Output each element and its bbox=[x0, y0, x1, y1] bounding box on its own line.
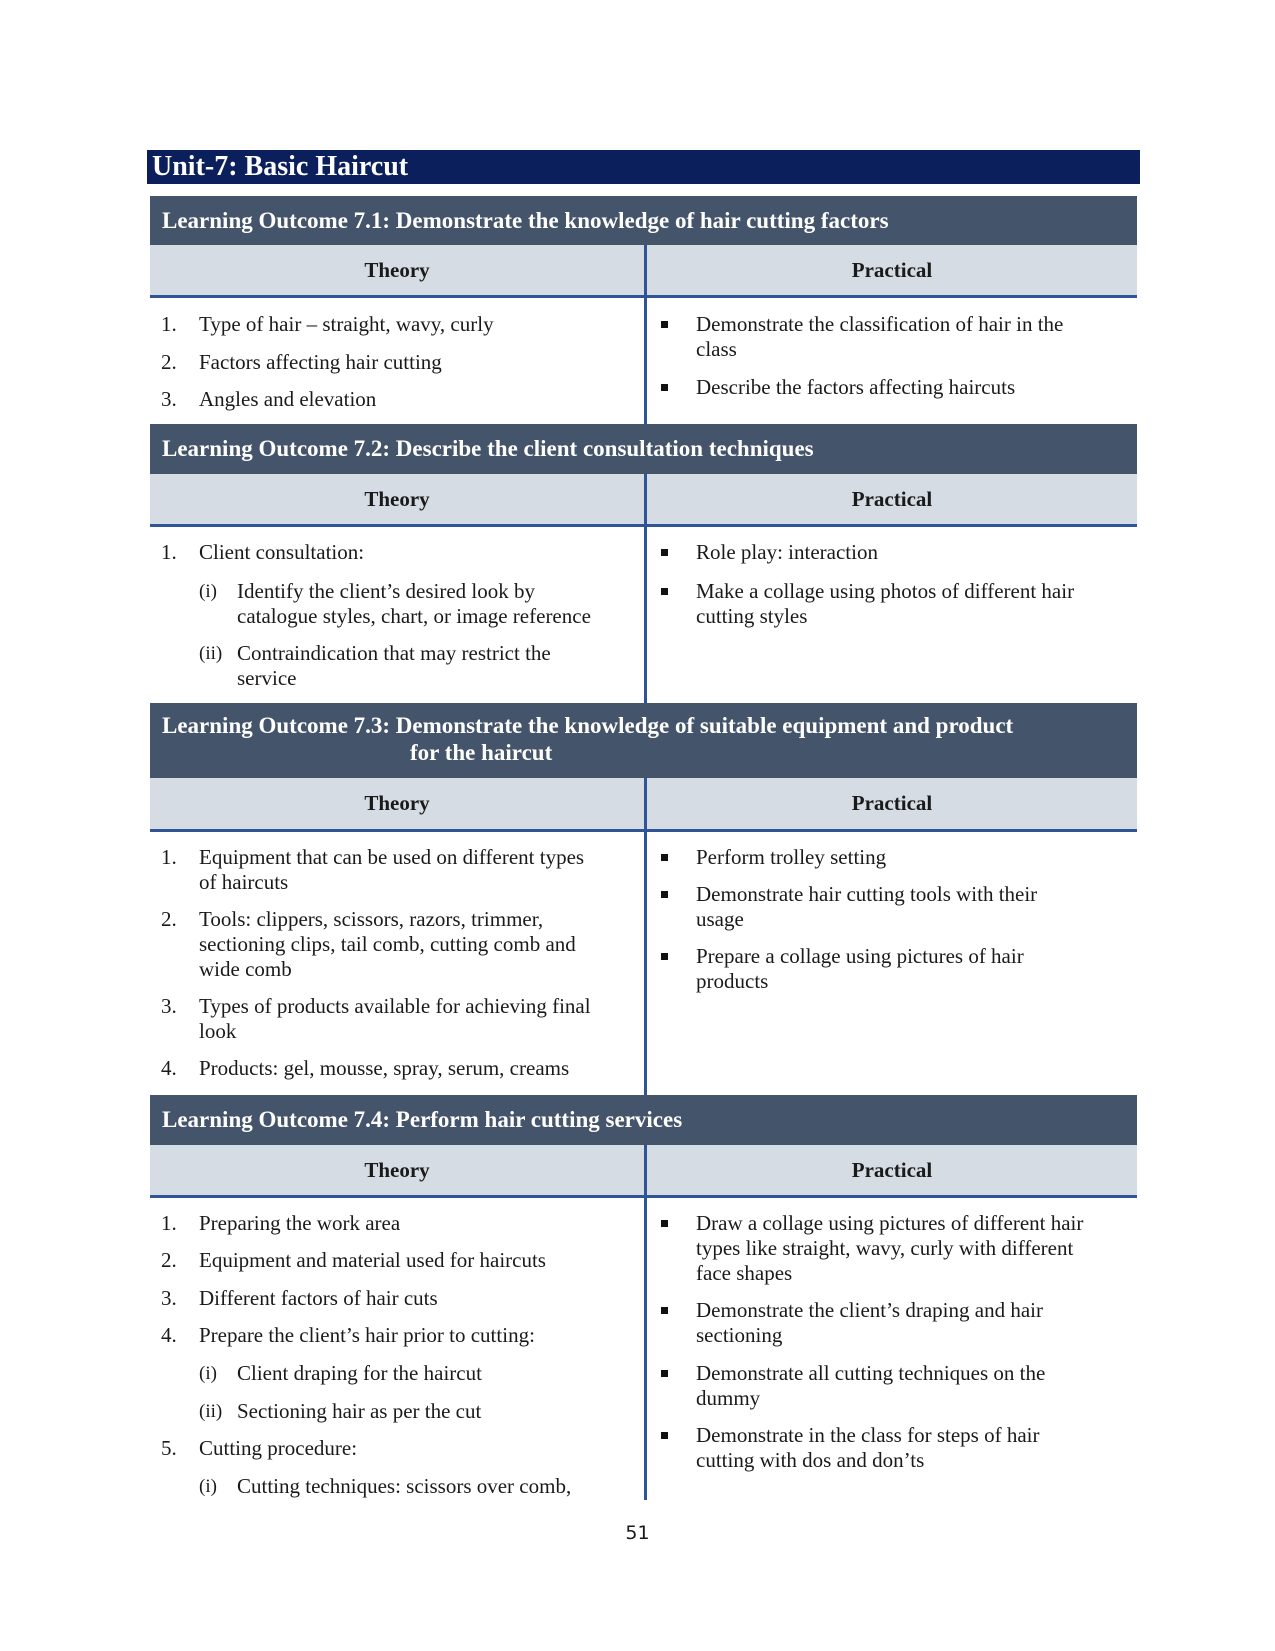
column-divider bbox=[644, 474, 647, 703]
bullet-icon bbox=[661, 321, 668, 328]
list-number: 3. bbox=[161, 1286, 177, 1310]
learning-outcome-7-3-header bbox=[150, 703, 1137, 778]
practical-item: cutting with dos and don’ts bbox=[696, 1448, 925, 1472]
practical-item: Describe the factors affecting haircuts bbox=[696, 375, 1016, 399]
practical-column-header: Practical bbox=[647, 778, 1137, 832]
list-number: 4. bbox=[161, 1056, 177, 1080]
theory-column-header: Theory bbox=[150, 474, 644, 527]
theory-item: Factors affecting hair cutting bbox=[199, 350, 442, 374]
list-number: 1. bbox=[161, 1211, 177, 1235]
list-number: 4. bbox=[161, 1323, 177, 1347]
theory-item: Preparing the work area bbox=[199, 1211, 401, 1235]
practical-item: Make a collage using photos of different hair bbox=[696, 579, 1075, 603]
theory-item: sectioning clips, tail comb, cutting comb and bbox=[199, 932, 576, 956]
theory-item: wide comb bbox=[199, 957, 292, 981]
theory-item: Cutting procedure: bbox=[199, 1436, 358, 1460]
theory-item: Different factors of hair cuts bbox=[199, 1286, 438, 1310]
bullet-icon bbox=[661, 1220, 668, 1227]
learning-outcome-7-4-header: Learning Outcome 7.4: Perform hair cutting services bbox=[150, 1095, 1137, 1145]
list-number: 2. bbox=[161, 350, 177, 374]
practical-column-header: Practical bbox=[647, 474, 1137, 527]
theory-item: of haircuts bbox=[199, 870, 289, 894]
list-number: 1. bbox=[161, 312, 177, 336]
column-divider bbox=[644, 1145, 647, 1500]
learning-outcome-7-1-header: Learning Outcome 7.1: Demonstrate the knowledge of hair cutting factors bbox=[150, 196, 1137, 245]
list-number: 3. bbox=[161, 994, 177, 1018]
practical-item: usage bbox=[696, 907, 744, 931]
bullet-icon bbox=[661, 1370, 668, 1377]
practical-item: Demonstrate in the class for steps of hair bbox=[696, 1423, 1040, 1447]
bullet-icon bbox=[661, 588, 668, 595]
list-number: 5. bbox=[161, 1436, 177, 1460]
theory-item: Client consultation: bbox=[199, 540, 365, 564]
practical-item: Role play: interaction bbox=[696, 540, 878, 564]
theory-column-header: Theory bbox=[150, 1145, 644, 1198]
theory-column-header: Theory bbox=[150, 245, 644, 298]
bullet-icon bbox=[661, 1432, 668, 1439]
practical-item: Prepare a collage using pictures of hair bbox=[696, 944, 1024, 968]
theory-item: Angles and elevation bbox=[199, 387, 377, 411]
page-number: 51 bbox=[625, 1522, 650, 1544]
bullet-icon bbox=[661, 384, 668, 391]
bullet-icon bbox=[661, 891, 668, 898]
column-divider bbox=[644, 778, 647, 1095]
sub-list-number: (i) bbox=[199, 1476, 217, 1497]
practical-item: Draw a collage using pictures of different hair bbox=[696, 1211, 1084, 1235]
theory-item: Products: gel, mousse, spray, serum, creams bbox=[199, 1056, 570, 1080]
practical-item: Perform trolley setting bbox=[696, 845, 887, 869]
unit-title: Unit-7: Basic Haircut bbox=[147, 150, 1140, 184]
bullet-icon bbox=[661, 854, 668, 861]
bullet-icon bbox=[661, 1307, 668, 1314]
theory-item: Types of products available for achieving final bbox=[199, 994, 591, 1018]
theory-sub-item: Contraindication that may restrict the bbox=[237, 641, 551, 665]
practical-item: types like straight, wavy, curly with different bbox=[696, 1236, 1074, 1260]
theory-item: Prepare the client’s hair prior to cutting: bbox=[199, 1323, 535, 1347]
practical-item: Demonstrate hair cutting tools with their bbox=[696, 882, 1038, 906]
practical-column-header: Practical bbox=[647, 245, 1137, 298]
learning-outcome-7-2-header: Learning Outcome 7.2: Describe the client consultation techniques bbox=[150, 424, 1137, 474]
lo-header-line: for the haircut bbox=[410, 740, 553, 765]
practical-column-header: Practical bbox=[647, 1145, 1137, 1198]
practical-item: products bbox=[696, 969, 769, 993]
practical-item: Demonstrate the client’s draping and hair bbox=[696, 1298, 1043, 1322]
sub-list-number: (ii) bbox=[199, 1401, 223, 1422]
practical-item: sectioning bbox=[696, 1323, 783, 1347]
column-divider bbox=[644, 245, 647, 424]
sub-list-number: (i) bbox=[199, 1363, 217, 1384]
list-number: 2. bbox=[161, 1248, 177, 1272]
practical-item: dummy bbox=[696, 1386, 761, 1410]
practical-item: Demonstrate the classification of hair in the bbox=[696, 312, 1064, 336]
theory-sub-item: catalogue styles, chart, or image reference bbox=[237, 604, 591, 628]
lo-header-line: Learning Outcome 7.3: Demonstrate the knowledge of suitable equipment and product bbox=[162, 713, 1014, 738]
theory-item: look bbox=[199, 1019, 237, 1043]
list-number: 2. bbox=[161, 907, 177, 931]
sub-list-number: (ii) bbox=[199, 643, 223, 664]
theory-sub-item: Client draping for the haircut bbox=[237, 1361, 482, 1385]
theory-item: Equipment and material used for haircuts bbox=[199, 1248, 546, 1272]
list-number: 3. bbox=[161, 387, 177, 411]
practical-item: face shapes bbox=[696, 1261, 793, 1285]
practical-item: cutting styles bbox=[696, 604, 808, 628]
bullet-icon bbox=[661, 953, 668, 960]
list-number: 1. bbox=[161, 845, 177, 869]
theory-item: Equipment that can be used on different types bbox=[199, 845, 585, 869]
practical-item: Demonstrate all cutting techniques on the bbox=[696, 1361, 1046, 1385]
theory-sub-item: Cutting techniques: scissors over comb, bbox=[237, 1474, 572, 1498]
practical-item: class bbox=[696, 337, 737, 361]
theory-sub-item: service bbox=[237, 666, 297, 690]
list-number: 1. bbox=[161, 540, 177, 564]
sub-list-number: (i) bbox=[199, 581, 217, 602]
theory-sub-item: Identify the client’s desired look by bbox=[237, 579, 536, 603]
theory-column-header: Theory bbox=[150, 778, 644, 832]
theory-item: Type of hair – straight, wavy, curly bbox=[199, 312, 494, 336]
bullet-icon bbox=[661, 549, 668, 556]
theory-item: Tools: clippers, scissors, razors, trimmer, bbox=[199, 907, 544, 931]
theory-sub-item: Sectioning hair as per the cut bbox=[237, 1399, 482, 1423]
